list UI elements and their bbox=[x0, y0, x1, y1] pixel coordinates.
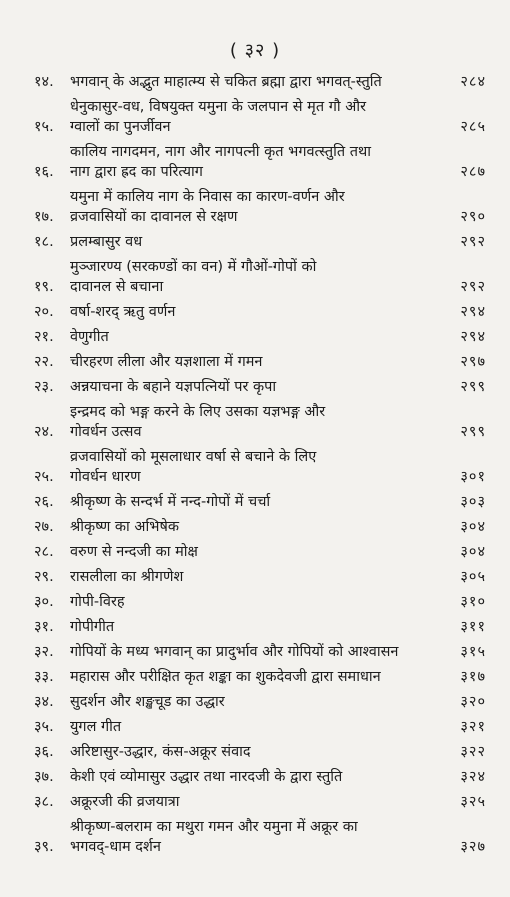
entry-title bbox=[70, 492, 442, 512]
entry-title bbox=[70, 617, 442, 637]
entry-title bbox=[70, 817, 442, 857]
entry-number: ३७. bbox=[34, 769, 54, 785]
entry-title bbox=[70, 327, 442, 347]
entry-number: ३१. bbox=[34, 619, 54, 635]
entry-number: ३८. bbox=[34, 794, 54, 810]
toc-entry bbox=[34, 142, 486, 182]
entry-title-line: वरुण से नन्दजी का मोक्ष bbox=[70, 544, 198, 560]
entry-title bbox=[70, 717, 442, 737]
entry-page-number: २९० bbox=[460, 209, 486, 225]
toc-entry bbox=[34, 352, 486, 372]
entry-title-line: अन्नयाचना के बहाने यज्ञपत्नियों पर कृपा bbox=[70, 379, 277, 395]
entry-number: ३५. bbox=[34, 719, 54, 735]
entry-number: २८. bbox=[34, 544, 54, 560]
toc-entry bbox=[34, 742, 486, 762]
toc-entry bbox=[34, 402, 486, 442]
entry-page-number: ३२२ bbox=[460, 744, 486, 760]
entry-number: २९. bbox=[34, 569, 54, 585]
entry-page-number: ३२४ bbox=[460, 769, 486, 785]
toc-entry bbox=[34, 667, 486, 687]
entry-page-number: ३०४ bbox=[460, 519, 486, 535]
toc-entry bbox=[34, 377, 486, 397]
toc-entry bbox=[34, 447, 486, 487]
entry-title-line: व्रजवासियों का दावानल से रक्षण bbox=[70, 209, 238, 225]
entry-number: १७. bbox=[34, 209, 54, 225]
entry-number: ३९. bbox=[34, 839, 54, 855]
entry-number: १६. bbox=[34, 164, 54, 180]
entry-title bbox=[70, 767, 442, 787]
table-of-contents bbox=[34, 72, 486, 862]
toc-entry bbox=[34, 617, 486, 637]
entry-number: २२. bbox=[34, 354, 54, 370]
entry-title bbox=[70, 517, 442, 537]
entry-title bbox=[70, 642, 442, 662]
toc-entry bbox=[34, 767, 486, 787]
entry-title bbox=[70, 567, 442, 587]
entry-number: २३. bbox=[34, 379, 54, 395]
entry-number: १५. bbox=[34, 119, 54, 135]
entry-number: २६. bbox=[34, 494, 54, 510]
toc-entry bbox=[34, 717, 486, 737]
entry-title bbox=[70, 402, 442, 442]
entry-page-number: ३०१ bbox=[460, 469, 486, 485]
toc-entry bbox=[34, 817, 486, 857]
entry-page-number: २९४ bbox=[460, 329, 486, 345]
entry-title bbox=[70, 447, 442, 487]
toc-entry bbox=[34, 567, 486, 587]
entry-page-number: ३०५ bbox=[460, 569, 486, 585]
entry-title-line: श्रीकृष्ण-बलराम का मथुरा गमन और यमुना में अक्रूर का bbox=[70, 819, 358, 835]
entry-title-line: गोपीगीत bbox=[70, 619, 115, 635]
entry-number: २४. bbox=[34, 424, 54, 440]
entry-page-number: २९२ bbox=[460, 234, 486, 250]
entry-title bbox=[70, 72, 442, 92]
entry-page-number: २८७ bbox=[460, 164, 486, 180]
entry-title-line: रासलीला का श्रीगणेश bbox=[70, 569, 184, 585]
entry-title-line: अरिष्टासुर-उद्धार, कंस-अक्रूर संवाद bbox=[70, 744, 251, 760]
entry-page-number: ३२१ bbox=[460, 719, 486, 735]
entry-title-line: प्रलम्बासुर वध bbox=[70, 234, 143, 250]
toc-entry bbox=[34, 257, 486, 297]
entry-title-line: केशी एवं व्योमासुर उद्धार तथा नारदजी के द्वारा स्तुति bbox=[70, 769, 343, 785]
entry-page-number: ३२५ bbox=[460, 794, 486, 810]
entry-page-number: २९९ bbox=[460, 424, 486, 440]
entry-title-line: दावानल से बचाना bbox=[70, 279, 164, 295]
entry-number: १८. bbox=[34, 234, 54, 250]
entry-title-line: मुञ्जारण्य (सरकण्डों का वन) में गौओं-गोपों को bbox=[70, 259, 317, 275]
entry-number: २१. bbox=[34, 329, 54, 345]
toc-entry bbox=[34, 72, 486, 92]
toc-entry bbox=[34, 517, 486, 537]
entry-title-line: श्रीकृष्ण के सन्दर्भ में नन्द-गोपों में चर्चा bbox=[70, 494, 271, 510]
toc-entry bbox=[34, 492, 486, 512]
entry-title bbox=[70, 97, 442, 137]
entry-page-number: २८५ bbox=[460, 119, 486, 135]
page-number: ( ३२ ) bbox=[229, 40, 281, 61]
toc-entry bbox=[34, 642, 486, 662]
toc-entry bbox=[34, 542, 486, 562]
entry-title-line: गोवर्धन उत्सव bbox=[70, 424, 142, 440]
entry-page-number: २८४ bbox=[460, 74, 486, 90]
entry-title-line: भगवान् के अद्भुत माहात्म्य से चकित ब्रह्मा द्वारा भगवत्-स्तुति bbox=[70, 74, 382, 90]
entry-title bbox=[70, 742, 442, 762]
entry-title-line: यमुना में कालिय नाग के निवास का कारण-वर्णन और bbox=[70, 189, 345, 205]
entry-number: ३६. bbox=[34, 744, 54, 760]
toc-entry bbox=[34, 792, 486, 812]
entry-title bbox=[70, 352, 442, 372]
entry-title-line: चीरहरण लीला और यज्ञशाला में गमन bbox=[70, 354, 263, 370]
entry-title-line: गोपियों के मध्य भगवान् का प्रादुर्भाव और गोपियों को आश्वासन bbox=[70, 644, 399, 660]
entry-title bbox=[70, 592, 442, 612]
entry-page-number: २९४ bbox=[460, 304, 486, 320]
entry-page-number: २९९ bbox=[460, 379, 486, 395]
entry-title-line: धेनुकासुर-वध, विषयुक्त यमुना के जलपान से मृत गौ और bbox=[70, 99, 366, 115]
toc-entry bbox=[34, 302, 486, 322]
entry-title-line: महारास और परीक्षित कृत शङ्का का शुकदेवजी द्वारा समाधान bbox=[70, 669, 381, 685]
entry-page-number: २९७ bbox=[460, 354, 486, 370]
toc-entry bbox=[34, 97, 486, 137]
entry-title-line: नाग द्वारा ह्रद का परित्याग bbox=[70, 164, 203, 180]
entry-number: २५. bbox=[34, 469, 54, 485]
entry-title-line: कालिय नागदमन, नाग और नागपत्नी कृत भगवत्स्तुति तथा bbox=[70, 144, 372, 160]
entry-page-number: ३२७ bbox=[460, 839, 486, 855]
entry-title-line: वेणुगीत bbox=[70, 329, 109, 345]
entry-title-line: अक्रूरजी की व्रजयात्रा bbox=[70, 794, 180, 810]
entry-page-number: ३१७ bbox=[460, 669, 486, 685]
toc-entry bbox=[34, 692, 486, 712]
entry-title-line: ग्वालों का पुनर्जीवन bbox=[70, 119, 171, 135]
entry-number: ३०. bbox=[34, 594, 54, 610]
entry-title bbox=[70, 302, 442, 322]
entry-number: १४. bbox=[34, 74, 54, 90]
entry-page-number: ३०४ bbox=[460, 544, 486, 560]
entry-page-number: ३११ bbox=[460, 619, 486, 635]
entry-number: १९. bbox=[34, 279, 54, 295]
entry-number: ३३. bbox=[34, 669, 54, 685]
entry-title bbox=[70, 377, 442, 397]
toc-entry bbox=[34, 187, 486, 227]
entry-title-line: भगवद्-धाम दर्शन bbox=[70, 839, 161, 855]
entry-number: २०. bbox=[34, 304, 54, 320]
entry-title bbox=[70, 542, 442, 562]
entry-page-number: ३१० bbox=[460, 594, 486, 610]
entry-number: ३४. bbox=[34, 694, 54, 710]
entry-title bbox=[70, 142, 442, 182]
entry-title-line: वर्षा-शरद् ऋतु वर्णन bbox=[70, 304, 176, 320]
entry-title-line: गोवर्धन धारण bbox=[70, 469, 141, 485]
entry-title bbox=[70, 232, 442, 252]
entry-title-line: श्रीकृष्ण का अभिषेक bbox=[70, 519, 179, 535]
entry-title bbox=[70, 187, 442, 227]
entry-title-line: व्रजवासियों को मूसलाधार वर्षा से बचाने के लिए bbox=[70, 449, 317, 465]
toc-entry bbox=[34, 592, 486, 612]
entry-title bbox=[70, 692, 442, 712]
entry-number: २७. bbox=[34, 519, 54, 535]
entry-title bbox=[70, 792, 442, 812]
toc-entry bbox=[34, 327, 486, 347]
entry-title-line: गोपी-विरह bbox=[70, 594, 125, 610]
entry-title-line: इन्द्रमद को भङ्ग करने के लिए उसका यज्ञभङ्ग और bbox=[70, 404, 326, 420]
entry-page-number: ३०३ bbox=[460, 494, 486, 510]
entry-page-number: ३१५ bbox=[460, 644, 486, 660]
toc-entry bbox=[34, 232, 486, 252]
entry-number: ३२. bbox=[34, 644, 54, 660]
entry-title-line: युगल गीत bbox=[70, 719, 122, 735]
entry-title bbox=[70, 667, 442, 687]
entry-title bbox=[70, 257, 442, 297]
entry-title-line: सुदर्शन और शङ्खचूड का उद्धार bbox=[70, 694, 225, 710]
entry-page-number: ३२० bbox=[460, 694, 486, 710]
entry-page-number: २९२ bbox=[460, 279, 486, 295]
